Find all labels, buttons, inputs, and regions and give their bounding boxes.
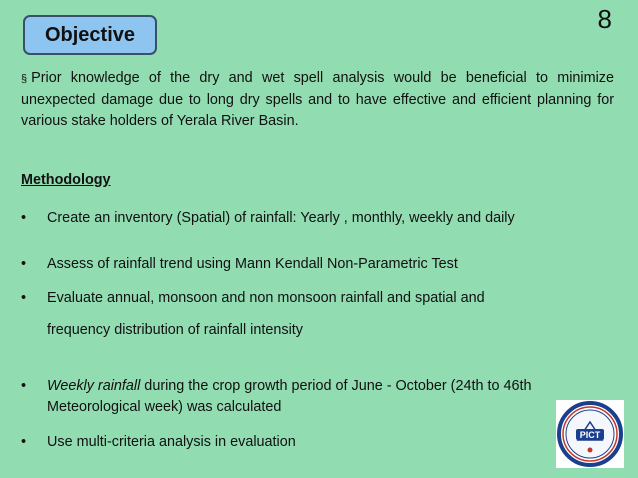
title-box <box>23 15 157 55</box>
list-item <box>21 432 296 453</box>
list-item <box>21 288 485 309</box>
bullet-icon: • <box>21 434 27 450</box>
square-bullet-icon: § <box>21 73 28 85</box>
list-item <box>21 208 515 229</box>
bullet-icon: • <box>21 290 27 306</box>
pict-logo-icon <box>556 400 624 468</box>
bullet-icon: • <box>21 210 27 226</box>
list-item-text: frequency distribution of rainfall intensity <box>47 322 303 338</box>
slide-title: Objective <box>44 23 136 46</box>
list-item <box>21 254 458 275</box>
objective-text: Prior knowledge of the dry and wet spell analysis would be beneficial to minimize unexpected damage due to long dry spells and to have effective and efficient planning for various stake holders of Yerala River Basin. <box>21 70 614 129</box>
list-item-continuation <box>21 320 303 341</box>
methodology-heading: Methodology <box>21 172 111 188</box>
logo-text: PICT <box>579 430 601 440</box>
objective-paragraph <box>21 68 614 132</box>
weekly-rainfall-text: during the crop growth period of June - October (24th to 46th Meteorological week) was calculated <box>47 378 532 415</box>
weekly-rainfall-emphasis: Weekly rainfall <box>47 378 141 394</box>
list-item-text: Use multi-criteria analysis in evaluation <box>47 434 296 450</box>
list-item-text <box>47 376 614 418</box>
page-number: 8 <box>597 4 612 34</box>
bullet-icon: • <box>21 256 27 272</box>
list-item-text: Assess of rainfall trend using Mann Kendall Non-Parametric Test <box>47 256 458 272</box>
list-item-text: Create an inventory (Spatial) of rainfall: Yearly , monthly, weekly and daily <box>47 210 515 226</box>
bullet-icon: • <box>21 378 27 394</box>
list-item <box>21 376 614 418</box>
list-item-text: Evaluate annual, monsoon and non monsoon rainfall and spatial and <box>47 290 485 306</box>
